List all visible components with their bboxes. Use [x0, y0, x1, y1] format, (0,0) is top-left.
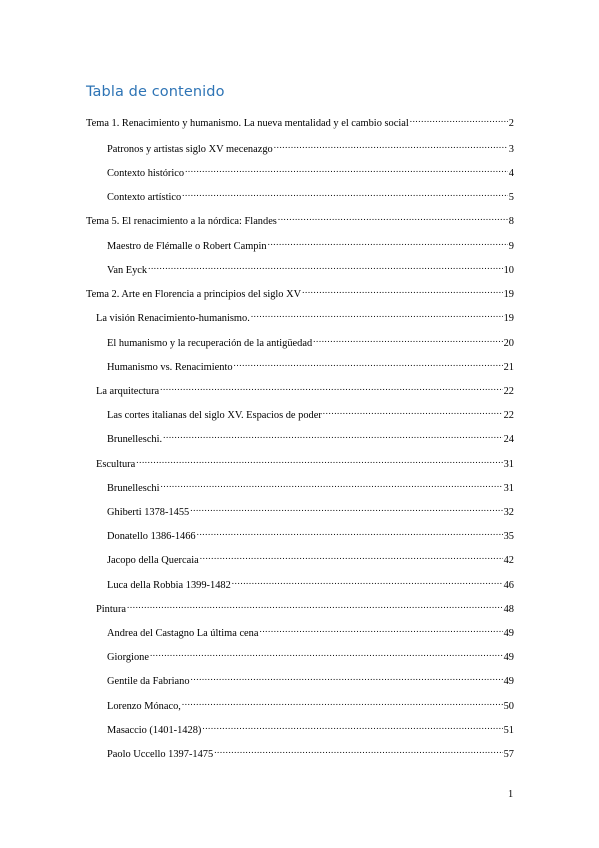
toc-entry[interactable] — [107, 550, 514, 566]
toc-entry-page: 57 — [503, 749, 514, 760]
toc-entry-page: 5 — [508, 192, 514, 203]
toc-entry-label: Brunelleschi — [107, 483, 160, 494]
toc-entry-page: 19 — [503, 289, 514, 300]
dot-leader — [202, 720, 502, 733]
toc-entry-page: 8 — [508, 216, 514, 227]
toc-entry-label: Humanismo vs. Renacimiento — [107, 362, 233, 373]
toc-entry[interactable] — [107, 260, 514, 276]
toc-entry-page: 49 — [503, 628, 514, 639]
toc-entry[interactable] — [107, 139, 514, 155]
toc-entry[interactable] — [107, 478, 514, 494]
toc-entry[interactable] — [107, 163, 514, 179]
toc-entry[interactable] — [107, 357, 514, 373]
toc-entry[interactable] — [96, 599, 514, 615]
dot-leader — [190, 502, 502, 515]
toc-entry-page: 31 — [503, 459, 514, 470]
toc-title: Tabla de contenido — [86, 84, 225, 100]
toc-entry[interactable] — [107, 502, 514, 518]
toc-entry-label: Escultura — [96, 459, 136, 470]
dot-leader — [148, 260, 503, 273]
dot-leader — [410, 113, 508, 126]
dot-leader — [302, 284, 502, 297]
dot-leader — [232, 575, 503, 588]
toc-entry[interactable] — [96, 381, 514, 397]
dot-leader — [259, 623, 502, 636]
toc-entry[interactable] — [107, 696, 514, 712]
toc-entry-label: Brunelleschi. — [107, 434, 163, 445]
toc-entry[interactable] — [107, 720, 514, 736]
dot-leader — [200, 550, 503, 563]
toc-entry-label: Jacopo della Quercaia — [107, 555, 199, 566]
toc-entry-label: El humanismo y la recuperación de la antigüedad — [107, 338, 313, 349]
toc-entry-label: Patronos y artistas siglo XV mecenazgo — [107, 144, 273, 155]
toc-entry-label: Lorenzo Mónaco, — [107, 701, 181, 712]
dot-leader — [197, 526, 503, 539]
toc-entry-page: 9 — [508, 241, 514, 252]
toc-entry[interactable] — [107, 333, 514, 349]
page-number: 1 — [508, 789, 514, 800]
toc-entry[interactable] — [107, 744, 514, 760]
toc-entry-label: Pintura — [96, 604, 127, 615]
dot-leader — [234, 357, 503, 370]
toc-entry-page: 42 — [503, 555, 514, 566]
toc-entry-label: Luca della Robbia 1399-1482 — [107, 580, 231, 591]
toc-entry-label: La visión Renacimiento-humanismo. — [96, 313, 250, 324]
dot-leader — [274, 139, 508, 152]
toc-entry-page: 20 — [503, 338, 514, 349]
dot-leader — [163, 429, 502, 442]
toc-entry[interactable] — [107, 526, 514, 542]
toc-entry-label: Paolo Uccello 1397-1475 — [107, 749, 214, 760]
toc-entry-page: 46 — [503, 580, 514, 591]
dot-leader — [161, 478, 503, 491]
toc-entry[interactable] — [107, 187, 514, 203]
dot-leader — [323, 405, 503, 418]
dot-leader — [185, 163, 508, 176]
toc-entry[interactable] — [107, 575, 514, 591]
toc-entry-label: Donatello 1386-1466 — [107, 531, 196, 542]
dot-leader — [191, 671, 503, 684]
toc-entry[interactable] — [96, 308, 514, 324]
dot-leader — [214, 744, 502, 757]
toc-entry-label: Las cortes italianas del siglo XV. Espacios de poder — [107, 410, 322, 421]
toc-entry[interactable] — [86, 211, 514, 227]
toc-entry-label: Van Eyck — [107, 265, 148, 276]
toc-entry-page: 35 — [503, 531, 514, 542]
dot-leader — [136, 454, 502, 467]
toc-entry-label: Giorgione — [107, 652, 149, 663]
toc-entry[interactable] — [86, 113, 514, 129]
dot-leader — [127, 599, 503, 612]
dot-leader — [182, 696, 503, 709]
toc-entry[interactable] — [107, 429, 514, 445]
dot-leader — [278, 211, 508, 224]
toc-entry-label: Maestro de Flémalle o Robert Campin — [107, 241, 267, 252]
toc-entry-page: 24 — [503, 434, 514, 445]
toc-entry-label: Contexto histórico — [107, 168, 185, 179]
dot-leader — [251, 308, 503, 321]
toc-entry-page: 32 — [503, 507, 514, 518]
toc-entry-page: 3 — [508, 144, 514, 155]
toc-entry-page: 49 — [503, 676, 514, 687]
toc-entry-label: Gentile da Fabriano — [107, 676, 190, 687]
toc-entry[interactable] — [107, 671, 514, 687]
toc-entry[interactable] — [96, 454, 514, 470]
toc-entry[interactable] — [107, 405, 514, 421]
toc-entry[interactable] — [86, 284, 514, 300]
toc-entry-label: Contexto artístico — [107, 192, 182, 203]
dot-leader — [160, 381, 502, 394]
dot-leader — [268, 236, 508, 249]
toc-entry-page: 22 — [503, 386, 514, 397]
toc-entry[interactable] — [107, 623, 514, 639]
toc-entry-page: 48 — [503, 604, 514, 615]
toc-entry-page: 4 — [508, 168, 514, 179]
dot-leader — [150, 647, 503, 660]
toc-entry-label: Andrea del Castagno La última cena — [107, 628, 259, 639]
dot-leader — [182, 187, 508, 200]
toc-entry-label: Tema 5. El renacimiento a la nórdica: Flandes — [86, 216, 277, 227]
toc-entry-page: 19 — [503, 313, 514, 324]
toc-entry-label: Ghiberti 1378-1455 — [107, 507, 190, 518]
toc-entry[interactable] — [107, 647, 514, 663]
toc-entry-page: 49 — [503, 652, 514, 663]
toc-entry-page: 22 — [503, 410, 514, 421]
toc-entry-label: Tema 2. Arte en Florencia a principios del siglo XV — [86, 289, 302, 300]
toc-entry-label: Tema 1. Renacimiento y humanismo. La nueva mentalidad y el cambio social — [86, 118, 409, 129]
toc-entry-label: Masaccio (1401-1428) — [107, 725, 202, 736]
toc-entry-page: 51 — [503, 725, 514, 736]
toc-entry-label: La arquitectura — [96, 386, 160, 397]
toc-entry-page: 50 — [503, 701, 514, 712]
toc-entry-page: 21 — [503, 362, 514, 373]
toc-entry-page: 10 — [503, 265, 514, 276]
toc-entry[interactable] — [107, 236, 514, 252]
toc-entry-page: 2 — [508, 118, 514, 129]
toc-entry-page: 31 — [503, 483, 514, 494]
dot-leader — [313, 333, 502, 346]
